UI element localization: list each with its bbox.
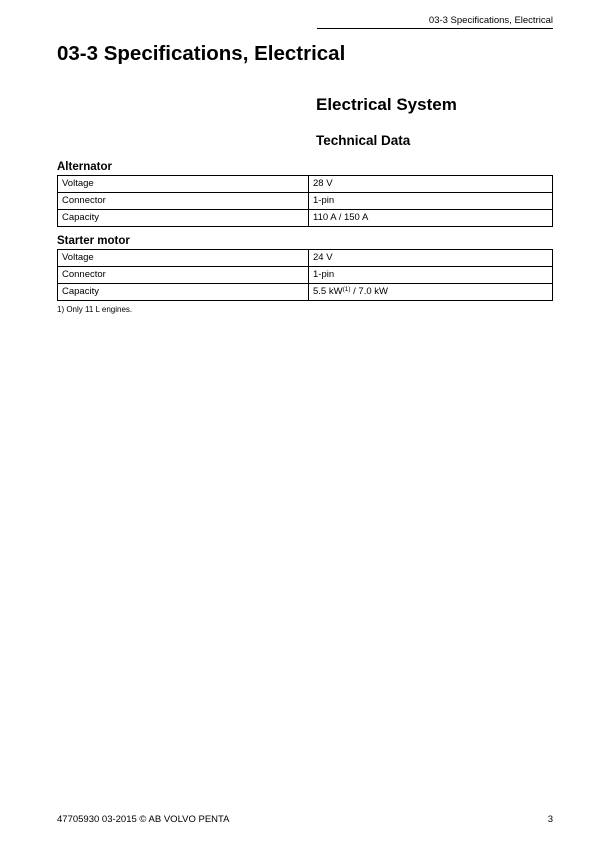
table-row — [58, 193, 553, 210]
sub-title: Technical Data — [316, 133, 411, 148]
value-cell: 28 V — [309, 176, 553, 193]
value-cell: 1-pin — [309, 193, 553, 210]
value-main: 5.5 kW — [313, 286, 343, 297]
table-row — [58, 210, 553, 227]
alternator-table — [57, 175, 553, 227]
footer-doc-info: 47705930 03-2015 © AB VOLVO PENTA — [57, 814, 230, 825]
table-row — [58, 284, 553, 301]
running-header: 03-3 Specifications, Electrical — [317, 15, 553, 29]
section-title: Electrical System — [316, 95, 457, 114]
page-number: 3 — [547, 814, 553, 825]
param-cell: Voltage — [58, 250, 309, 267]
param-cell: Voltage — [58, 176, 309, 193]
page-title: 03-3 Specifications, Electrical — [57, 42, 346, 65]
value-alt: / 7.0 kW — [350, 286, 388, 297]
value-cell: 1-pin — [309, 267, 553, 284]
footnote-ref: (1) — [342, 286, 351, 293]
table-row — [58, 176, 553, 193]
alternator-heading: Alternator — [57, 161, 112, 173]
starter-motor-heading: Starter motor — [57, 235, 130, 247]
value-cell: 110 A / 150 A — [309, 210, 553, 227]
param-cell: Connector — [58, 267, 309, 284]
table-row — [58, 250, 553, 267]
footnote: 1) Only 11 L engines. — [57, 305, 133, 314]
value-cell — [309, 284, 553, 301]
param-cell: Capacity — [58, 284, 309, 301]
table-row — [58, 267, 553, 284]
value-cell: 24 V — [309, 250, 553, 267]
param-cell: Capacity — [58, 210, 309, 227]
param-cell: Connector — [58, 193, 309, 210]
starter-motor-table — [57, 249, 553, 301]
